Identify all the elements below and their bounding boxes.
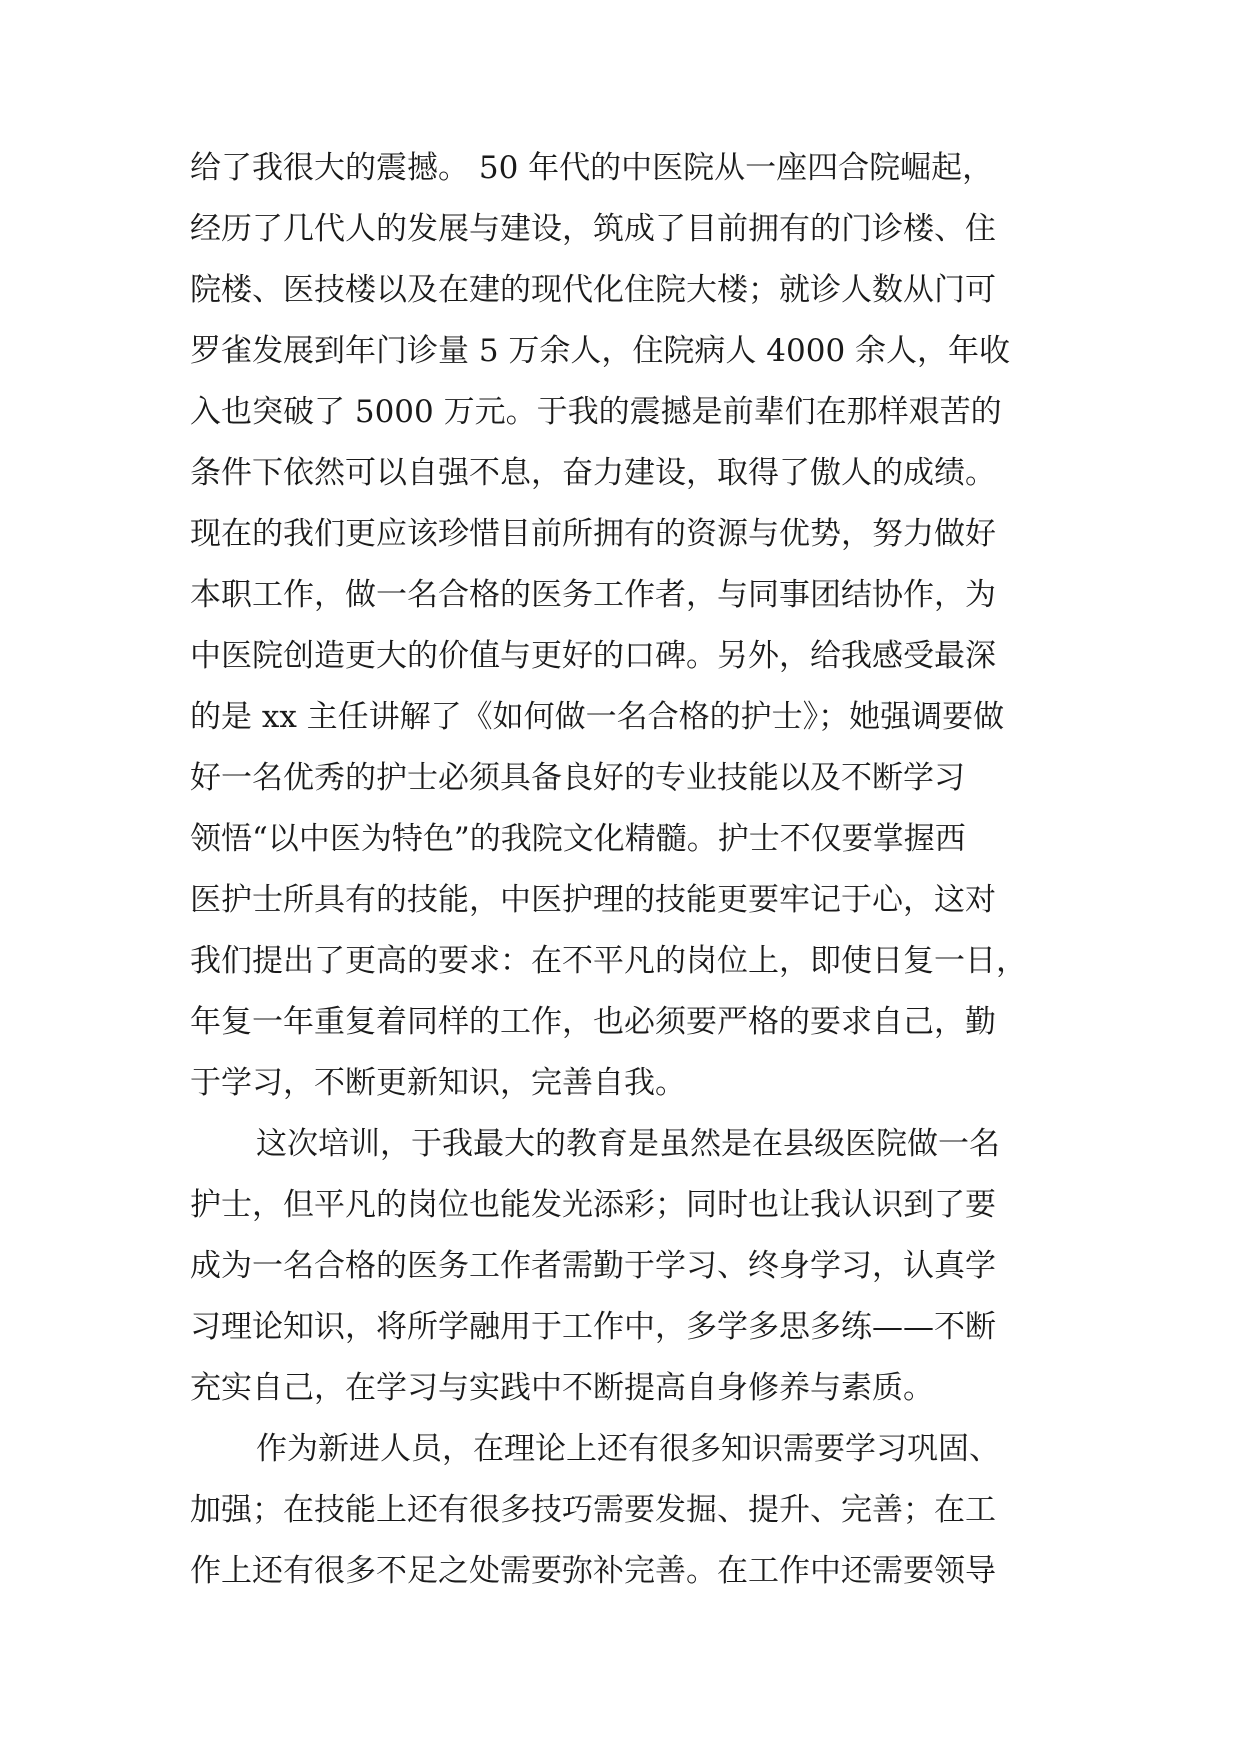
text-line: 本职工作，做一名合格的医务工作者，与同事团结协作，为 (190, 577, 996, 613)
text-line: 护士，但平凡的岗位也能发光添彩；同时也让我认识到了要 (190, 1187, 996, 1223)
text-line: 入也突破了 5000 万元。于我的震撼是前辈们在那样艰苦的 (190, 394, 1002, 430)
text-line: 医护士所具有的技能，中医护理的技能更要牢记于心，这对 (190, 882, 996, 918)
text-line: 给了我很大的震撼。 50 年代的中医院从一座四合院崛起， (190, 150, 994, 186)
text-line: 的是 xx 主任讲解了《如何做一名合格的护士》；她强调要做 (190, 699, 1005, 735)
paragraph-first-line: 这次培训，于我最大的教育是虽然是在县级医院做一名 (256, 1126, 1000, 1162)
text-line: 成为一名合格的医务工作者需勤于学习、终身学习，认真学 (190, 1248, 996, 1284)
text-line: 条件下依然可以自强不息，奋力建设，取得了傲人的成绩。 (190, 455, 996, 491)
text-line: 于学习，不断更新知识，完善自我。 (190, 1065, 686, 1101)
text-line: 年复一年重复着同样的工作，也必须要严格的要求自己，勤 (190, 1004, 996, 1040)
text-line: 我们提出了更高的要求：在不平凡的岗位上，即使日复一日， (190, 943, 1027, 979)
text-line: 好一名优秀的护士必须具备良好的专业技能以及不断学习 (190, 760, 965, 796)
text-line: 领悟“以中医为特色”的我院文化精髓。护士不仅要掌握西 (190, 821, 966, 857)
text-line: 中医院创造更大的价值与更好的口碑。另外，给我感受最深 (190, 638, 996, 674)
text-line: 加强；在技能上还有很多技巧需要发掘、提升、完善；在工 (190, 1492, 996, 1528)
text-line: 作上还有很多不足之处需要弥补完善。在工作中还需要领导 (190, 1553, 996, 1589)
text-line: 院楼、医技楼以及在建的现代化住院大楼；就诊人数从门可 (190, 272, 996, 308)
text-line: 罗雀发展到年门诊量 5 万余人，住院病人 4000 余人，年收 (190, 333, 1011, 369)
text-line: 经历了几代人的发展与建设，筑成了目前拥有的门诊楼、住 (190, 211, 996, 247)
text-line: 现在的我们更应该珍惜目前所拥有的资源与优势，努力做好 (190, 516, 996, 552)
text-line: 习理论知识，将所学融用于工作中，多学多思多练——不断 (190, 1309, 996, 1345)
paragraph-first-line: 作为新进人员，在理论上还有很多知识需要学习巩固、 (256, 1431, 1000, 1467)
text-line: 充实自己，在学习与实践中不断提高自身修养与素质。 (190, 1370, 934, 1406)
